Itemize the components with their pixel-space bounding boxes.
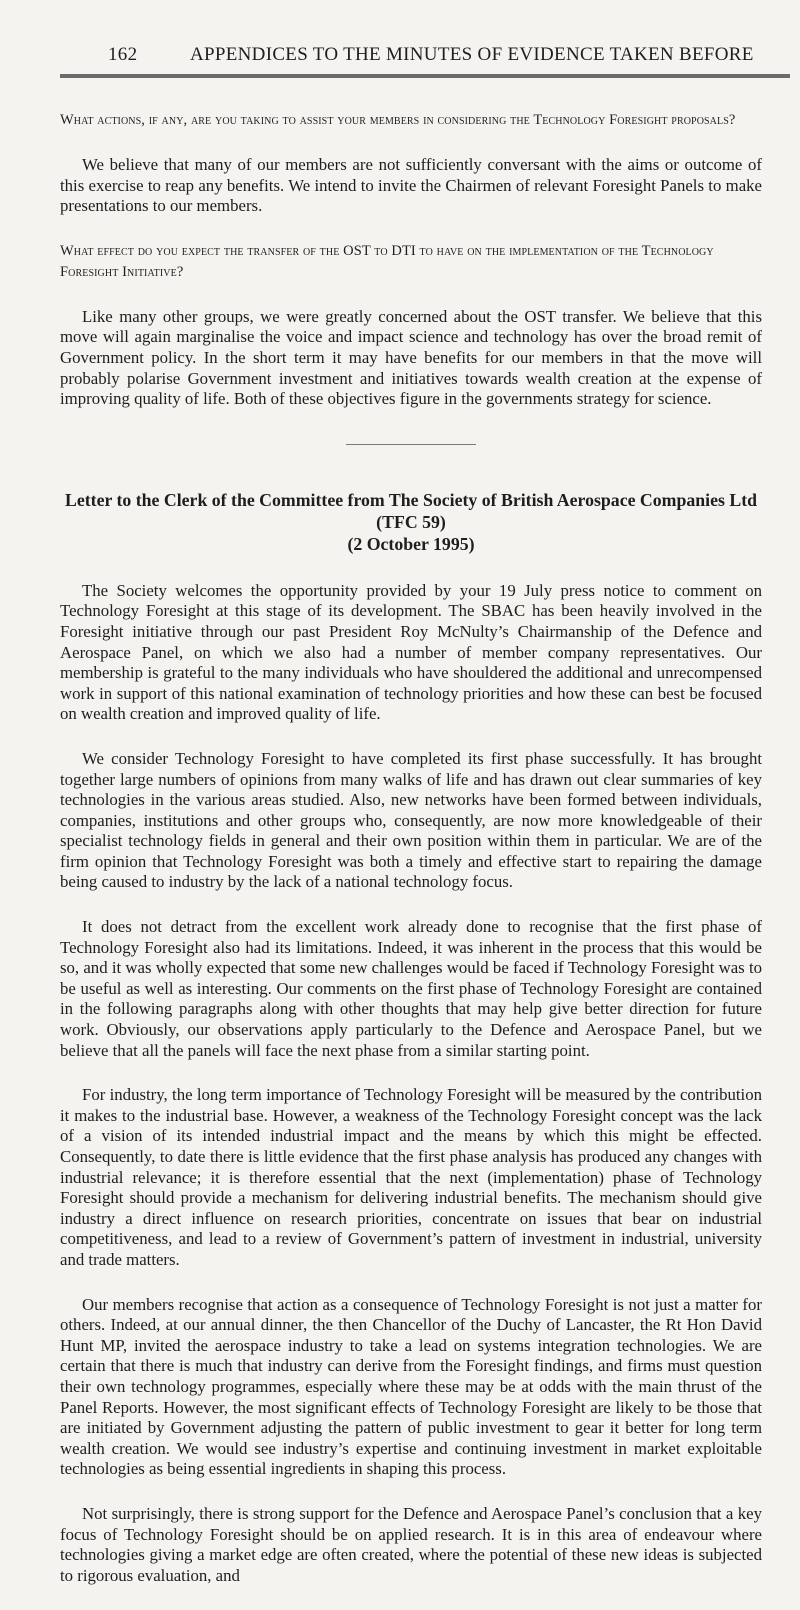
question-heading: What effect do you expect the transfer of the OST to DTI to have on the implementation of the Technology Foresight Initiative?: [60, 242, 714, 280]
header-rule: [60, 74, 790, 78]
letter-paragraph: Our members recognise that action as a consequence of Technology Foresight is not just a matter for others. Indeed, at our annual dinner, the then Chancellor of the Duchy of Lancaster, the Rt Hon David Hunt MP, invited the aerospace industry to take a lead on systems integration technologies. We are certain that there is much that industry can derive from the Foresight findings, and firms must question their own technology programmes, especially where these may be at odds with the main thrust of the Panel Reports. However, the most significant effects of Technology Foresight are likely to be those that are initiated by Government adjusting the pattern of public investment to gear it better for long term wealth creation. We would see industry’s expertise and continuing investment in market exploitable technologies as being essential ingredients in shaping this process.: [60, 1294, 762, 1479]
page-content: [60, 110, 762, 1610]
question-heading: What actions, if any, are you taking to assist your members in considering the Technology Foresight proposals?: [60, 112, 736, 128]
letter-paragraph: The Society welcomes the opportunity provided by your 19 July press notice to comment on Technology Foresight at this stage of its development. The SBAC has been heavily involved in the Foresight initiative through our past President Roy McNulty’s Chairmanship of the Defence and Aerospace Panel, on which we also had a number of member company representatives. Our membership is grateful to the many individuals who have shouldered the additional and unrecompensed work in support of this national examination of technology priorities and how these can best be focused on wealth creation and improved quality of life.: [60, 580, 762, 724]
letter-paragraph: We consider Technology Foresight to have completed its first phase successfully. It has brought together large numbers of opinions from many walks of life and has drawn out clear summaries of key technologies in the various areas studied. Also, new networks have been formed between individuals, companies, institutions and other groups who, consequently, are now more knowledgeable of their specialist technology fields in general and their own position within them in particular. We are of the firm opinion that Technology Foresight was both a timely and effective start to repairing the damage being caused to industry by the lack of a national technology focus.: [60, 748, 762, 892]
running-header: [108, 44, 768, 66]
letter-paragraph: Not surprisingly, there is strong support for the Defence and Aerospace Panel’s conclusion that a key focus of Technology Foresight should be on applied research. It is in this area of endeavour where technologies giving a market edge are often created, where the potential of these new ideas is subjected to rigorous evaluation, and: [60, 1503, 762, 1585]
running-title: APPENDICES TO THE MINUTES OF EVIDENCE TAKEN BEFORE: [190, 44, 754, 65]
letter-paragraph: For industry, the long term importance of Technology Foresight will be measured by the contribution it makes to the industrial base. However, a weakness of the Technology Foresight concept was the lack of a vision of its intended industrial impact and the means by which this might be effected. Consequently, to date there is little evidence that the first phase analysis has produced any changes with industrial relevance; it is therefore essential that the next (implementation) phase of Technology Foresight should provide a mechanism for delivering industrial benefits. The mechanism should give industry a direct influence on research priorities, concentrate on issues that bear on industrial competitiveness, and lead to a review of Government’s pattern of investment in industrial, university and trade matters.: [60, 1085, 762, 1269]
answer-paragraph: Like many other groups, we were greatly concerned about the OST transfer. We believe that this move will again marginalise the voice and impact science and technology has over the broad remit of Government policy. In the short term it may have benefits for our members in that the move will probably polarise Government investment and initiatives towards wealth creation at the expense of improving quality of life. Both of these objectives figure in the governments strategy for science.: [60, 306, 762, 409]
section-separator: [346, 444, 476, 445]
letter-title-main: Letter to the Clerk of the Committee from The Society of British Aerospace Companies Ltd (TFC 59): [64, 489, 758, 532]
letter-title: [60, 489, 762, 555]
answer-paragraph: We believe that many of our members are not sufficiently conversant with the aims or outcome of this exercise to reap any benefits. We intend to invite the Chairmen of relevant Foresight Panels to make presentations to our members.: [60, 155, 762, 216]
page-number: 162: [108, 44, 138, 65]
letter-paragraph: It does not detract from the excellent work already done to recognise that the first phase of Technology Foresight also had its limitations. Indeed, it was inherent in the process that this would be so, and it was wholly expected that some new challenges would be faced if Technology Foresight was to be useful as well as interesting. Our comments on the first phase of Technology Foresight are contained in the following paragraphs along with other thoughts that may help give better direction for future work. Obviously, our observations apply particularly to the Defence and Aerospace Panel, but we believe that all the panels will face the next phase from a similar starting point.: [60, 917, 762, 1060]
letter-date: (2 October 1995): [347, 533, 475, 554]
